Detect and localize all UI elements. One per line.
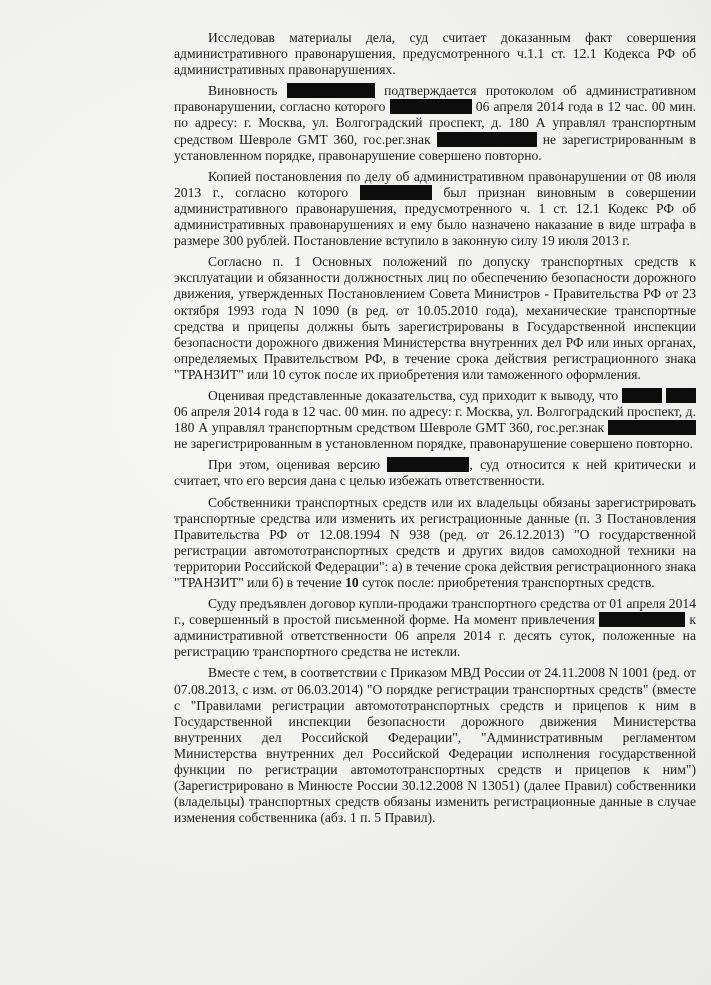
paragraph-1: Исследовав материалы дела, суд считает доказанным факт совершения административного правонарушения, предусмотренного ч.1.1 ст. 12.1 Кодекса РФ об административных правонарушениях.: [174, 30, 696, 78]
redaction-block: [390, 99, 472, 114]
paragraph-6: При этом, оценивая версию , суд относится к ней критически и считает, что его версия дана с целью избежать ответственности.: [174, 457, 696, 489]
redaction-block: [287, 83, 375, 98]
redaction-block: [608, 420, 696, 435]
redaction-block: [666, 388, 696, 403]
paragraph-9: Вместе с тем, в соответствии с Приказом МВД России от 24.11.2008 N 1001 (ред. от 07.08.2013, с изм. от 06.03.2014) "О порядке регистрации транспортных средств" (вместе с "Правилами регистрации автомототранспортных средств и прицепов к ним в Государственной инспекции безопасности дорожного движения Министерства внутренних дел Российской Федерации", "Административным регламентом Министерства внутренних дел Российской Федерации исполнения государственной функции по регистрации автомототранспортных средств и прицепов к ним") (Зарегистрировано в Минюсте России 30.12.2008 N 13051) (далее Правил) собственники (владельцы) транспортных средств обязаны изменить регистрационные данные в случае изменения собственника (абз. 1 п. 5 Правил).: [174, 665, 696, 826]
redaction-block: [599, 612, 685, 627]
redaction-block: [622, 388, 662, 403]
paragraph-8: Суду предъявлен договор купли-продажи транспортного средства от 01 апреля 2014 г., совершенный в простой письменной форме. На момент привлечения к административной ответственности 06 апреля 2014 г. десять суток, положенные на регистрацию транспортного средства не истекли.: [174, 596, 696, 660]
document-body: [174, 30, 696, 826]
redaction-block: [360, 185, 432, 200]
paragraph-7: Собственники транспортных средств или их владельцы обязаны зарегистрировать транспортные средства или изменить их регистрационные данные (п. 3 Постановления Правительства РФ от 12.08.1994 N 938 (ред. от 26.12.2013) "О государственной регистрации автомототранспортных средств и других видов самоходной техники на территории Российской Федерации": а) в течение срока действия регистрационного знака "ТРАНЗИТ" или б) в течение 10 суток после: приобретения транспортных средств.: [174, 494, 696, 590]
paragraph-4: Согласно п. 1 Основных положений по допуску транспортных средств к эксплуатации и обязанности должностных лиц по обеспечению безопасности дорожного движения, утвержденных Постановлением Совета Министров - Правительства РФ от 23 октября 1993 года N 1090 (в ред. от 10.05.2010 года), механические транспортные средства и прицепы должны быть зарегистрированы в Государственной инспекции безопасности дорожного движения Министерства внутренних дел РФ или иных органах, определяемых Правительством РФ, в течение срока действия регистрационного знака "ТРАНЗИТ" или 10 суток после их приобретения или таможенного оформления.: [174, 254, 696, 382]
paragraph-2: Виновность подтверждается протоколом об административном правонарушении, согласно которого 06 апреля 2014 года в 12 час. 00 мин. по адресу: г. Москва, ул. Волгоградский проспект, д. 180 А управлял транспортным средством Шевроле GMT 360, гос.рег.знак не зарегистрированным в установленном порядке, правонарушение совершено повторно.: [174, 83, 697, 163]
paragraph-3: Копией постановления по делу об административном правонарушении от 08 июля 2013 г., согласно которого был признан виновным в совершении административного правонарушения, предусмотренного ч. 1 ст. 12.1 Кодекс РФ об административных правонарушениях и ему было назначено наказание в виде штрафа в размере 300 рублей. Постановление вступило в законную силу 19 июля 2013 г.: [174, 168, 697, 249]
redaction-block: [387, 457, 469, 472]
paragraph-5: Оценивая представленные доказательства, суд приходит к выводу, что 06 апреля 2014 года в 12 час. 00 мин. по адресу: г. Москва, ул. Волгоградский проспект, д. 180 А управлял транспортным средством Шевроле GMT 360, гос.рег.знак не зарегистрированным в установленном порядке, правонарушение совершено повторно.: [174, 387, 696, 452]
redaction-block: [437, 132, 537, 147]
